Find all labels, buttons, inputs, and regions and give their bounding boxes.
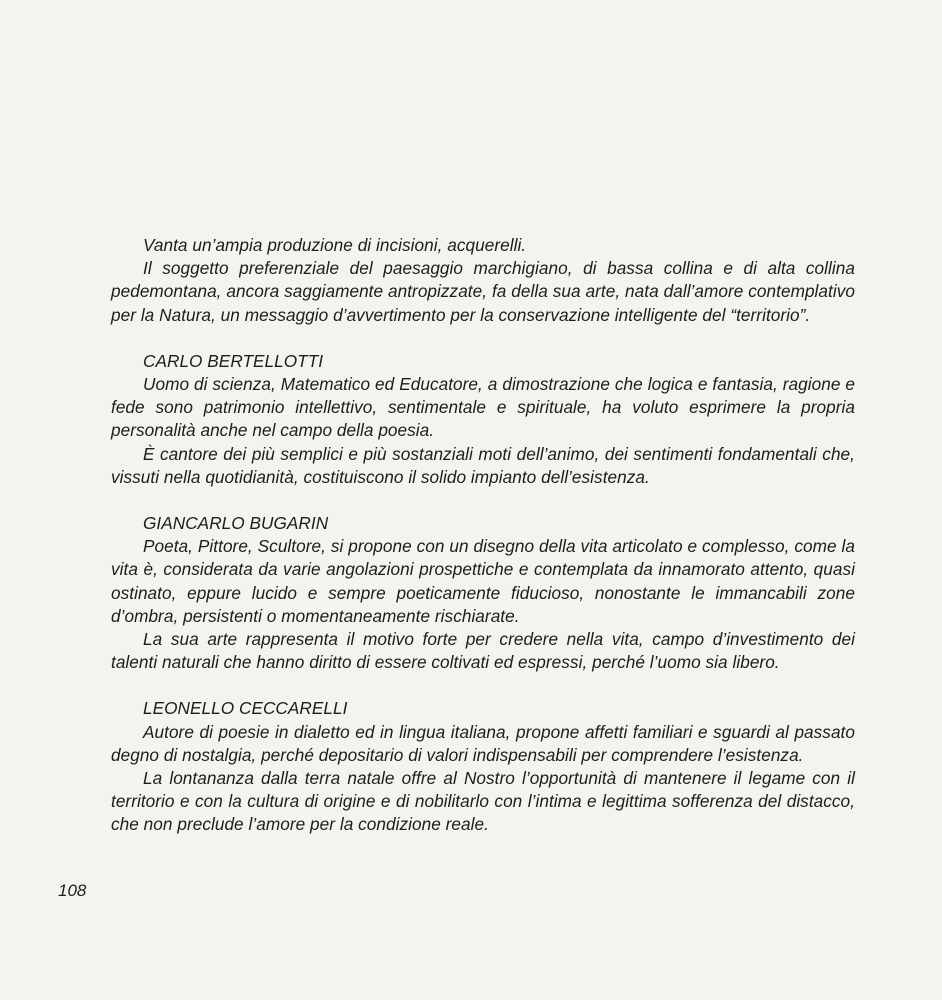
- intro-paragraph-2: Il soggetto preferenziale del paesaggio marchigiano, di bassa collina e di alta collina pedemontana, ancora saggiamente antropizzate, fa della sua arte, nata dall’amore contemplativo per la Natura, un messaggio d’avvertimento per la conservazione intelligente del “territorio”.: [111, 258, 855, 325]
- section-heading-bugarin: GIANCARLO BUGARIN: [143, 513, 329, 534]
- section-gap: [111, 674, 855, 697]
- bertellotti-paragraph-1: Uomo di scienza, Matematico ed Educatore, a dimostrazione che logica e fantasia, ragione e fede sono patrimonio intellettivo, sentimentale e spirituale, ha voluto esprimere la propria personalità anche nel campo della poesia.: [111, 374, 855, 441]
- bugarin-paragraph-1: Poeta, Pittore, Scultore, si propone con un disegno della vita articolato e complesso, come la vita è, considerata da varie angolazioni prospettiche e contemplata da innamorato attento, quasi ostinato, eppure lucido e sempre poeticamente fiducioso, nonostante le immancabili zone d’ombra, persistenti o momentaneamente rischiarate.: [111, 536, 855, 626]
- bertellotti-paragraph-2: È cantore dei più semplici e più sostanziali moti dell’animo, dei sentimenti fondamentali che, vissuti nella quotidianità, costituiscono il solido impianto dell’esistenza.: [111, 443, 855, 487]
- ceccarelli-paragraph-1: Autore di poesie in dialetto ed in lingua italiana, propone affetti familiari e sguardi al passato degno di nostalgia, perché depositario di valori indispensabili per comprendere l’esistenza.: [111, 721, 855, 765]
- section-heading-ceccarelli: LEONELLO CECCARELLI: [143, 698, 348, 719]
- bugarin-paragraph-2: La sua arte rappresenta il motivo forte per credere nella vita, campo d’investimento dei talenti naturali che hanno diritto di essere coltivati ed espressi, perché l’uomo sia libero.: [111, 629, 855, 673]
- ceccarelli-paragraph-2: La lontananza dalla terra natale offre al Nostro l’opportunità di mantenere il legame con il territorio e con la cultura di origine e di nobilitarlo con l’intima e legittima sofferenza del distacco, che non preclude l’amore per la condizione reale.: [111, 768, 855, 835]
- page-number: 108: [58, 881, 87, 900]
- section-heading-bertellotti: CARLO BERTELLOTTI: [143, 350, 324, 371]
- section-gap: [111, 327, 855, 350]
- body-text: [111, 234, 855, 837]
- intro-paragraph-1: Vanta un’ampia produzione di incisioni, acquerelli.: [143, 235, 527, 255]
- section-gap: [111, 489, 855, 512]
